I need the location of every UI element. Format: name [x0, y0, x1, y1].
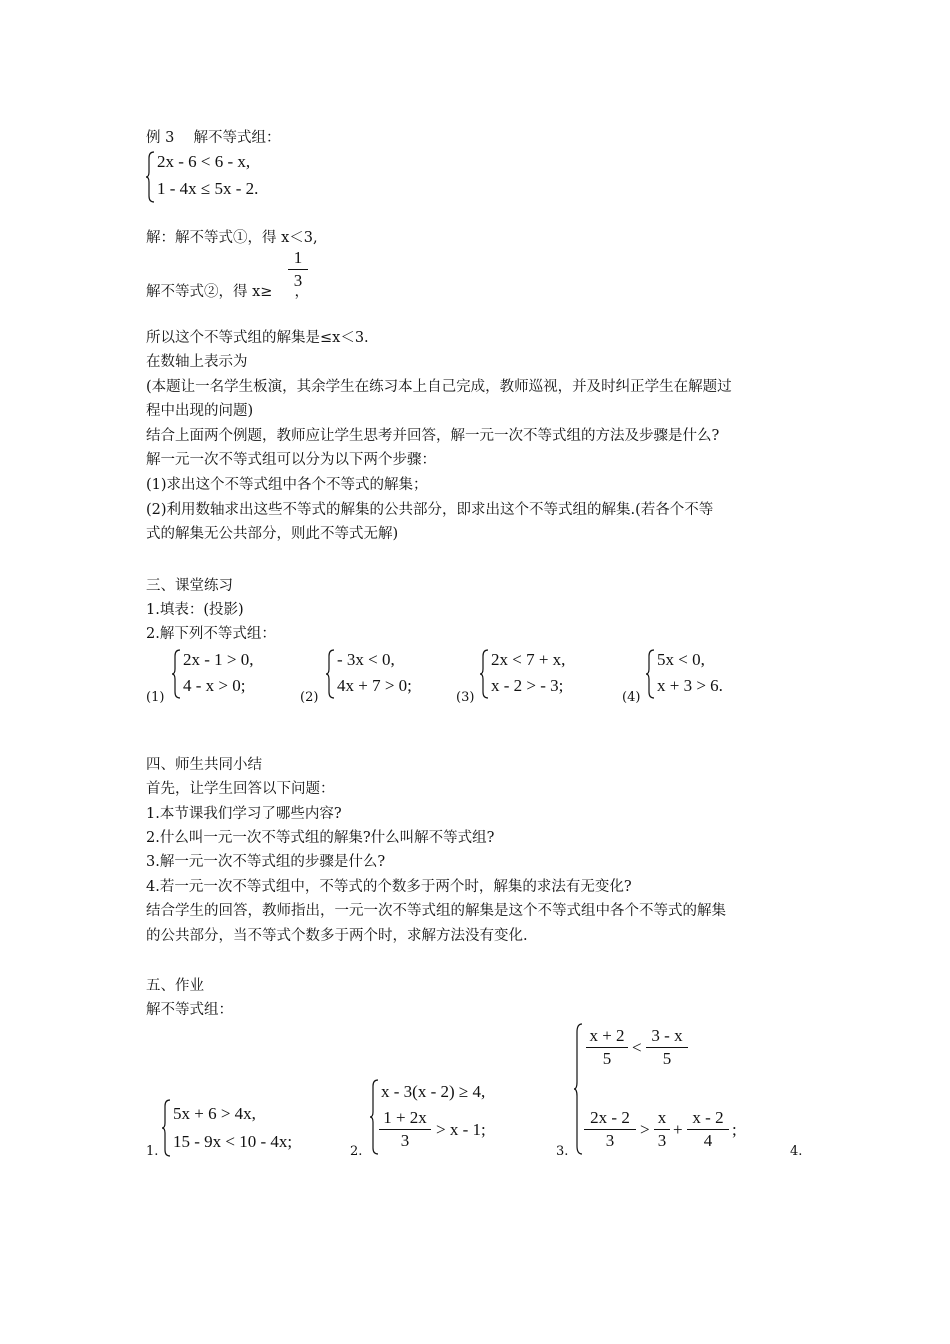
frac-numerator: x + 2: [589, 1026, 625, 1045]
p3-a-op: <: [632, 1038, 642, 1057]
problem-label: 2.: [350, 1144, 363, 1159]
example3-ineq1: 2x - 6 < 6 - x,: [157, 152, 251, 171]
problem-label: 1.: [146, 1144, 159, 1159]
frac-numerator: 2x - 2: [590, 1108, 630, 1127]
system-label: (1): [146, 690, 165, 705]
practice-heading: 三、课堂练习: [146, 578, 233, 594]
p3-b-frac3: [687, 1108, 729, 1151]
solution-line10: (2)利用数轴求出这些不等式的解集的公共部分，即求出这个不等式组的解集.(若各个不等: [146, 502, 714, 518]
problem-ineq-a: 5x + 6 > 4x,: [173, 1104, 256, 1123]
system-ineq-a: 2x - 1 > 0,: [183, 650, 254, 669]
system-label: (4): [622, 690, 641, 705]
homework-problem-1: [146, 1098, 326, 1162]
problem-label: 3.: [556, 1144, 569, 1159]
homework-problem-2: [350, 1078, 520, 1162]
system-label: (2): [300, 690, 319, 705]
solution-line2: [146, 282, 309, 302]
p3-b-end: ;: [732, 1120, 737, 1139]
one-third-fraction: [288, 248, 308, 291]
frac-denominator: 3: [400, 1131, 410, 1150]
frac-denominator: 3: [657, 1131, 667, 1150]
p3-b-plus: +: [673, 1120, 683, 1139]
p2-fraction: [379, 1108, 431, 1151]
frac-numerator: 1 + 2x: [383, 1108, 427, 1127]
homework-problem-4-label: 4.: [790, 1144, 803, 1159]
system-ineq-b: x - 2 > - 3;: [491, 676, 564, 695]
summary-q2: 2.什么叫一元一次不等式组的解集?什么叫解不等式组?: [146, 830, 495, 846]
p3-a-frac1: [586, 1026, 628, 1069]
system-ineq-a: - 3x < 0,: [337, 650, 395, 669]
p3-b-op: >: [640, 1120, 650, 1139]
problem-ineq-b: 15 - 9x < 10 - 4x;: [173, 1132, 293, 1151]
solution-line9: (1)求出这个不等式组中各个不等式的解集；: [146, 477, 428, 493]
brace-icon: [574, 1022, 584, 1156]
frac-numerator: x: [657, 1108, 667, 1127]
solution-line5: (本题让一名学生板演，其余学生在练习本上自己完成，教师巡视，并及时纠正学生在解题过: [146, 379, 732, 395]
practice-system-3: [456, 648, 606, 710]
example3-system: [146, 150, 286, 204]
brace-icon: [146, 150, 156, 204]
solution-line8: 解一元一次不等式组可以分为以下两个步骤：: [146, 452, 436, 468]
brace-icon: [162, 1098, 172, 1158]
summary-heading: 四、师生共同小结: [146, 757, 262, 773]
frac-denominator: 3: [605, 1131, 615, 1150]
summary-q1: 1.本节课我们学习了哪些内容?: [146, 806, 342, 822]
frac-denominator: 5: [662, 1049, 672, 1068]
solution-line4: 在数轴上表示为: [146, 354, 248, 370]
solution-line11: 式的解集无公共部分，则此不等式无解): [146, 526, 399, 542]
summary-intro: 首先，让学生回答以下问题：: [146, 781, 335, 797]
system-ineq-b: 4 - x > 0;: [183, 676, 246, 695]
example3-ineq2: 1 - 4x ≤ 5x - 2.: [157, 179, 259, 198]
solution-line6: 程中出现的问题): [146, 403, 254, 419]
solution-line1: 解：解不等式①，得 x＜3,: [146, 230, 318, 246]
homework-heading: 五、作业: [146, 978, 204, 994]
practice-item1: 1.填表：(投影): [146, 602, 244, 618]
summary-q4: 4.若一元一次不等式组中，不等式的个数多于两个时，解集的求法有无变化?: [146, 879, 632, 895]
brace-icon: [172, 648, 182, 700]
example3-heading: 例 3 解不等式组：: [146, 130, 281, 146]
p3-a-frac2: [646, 1026, 688, 1069]
summary-conclusion2: 的公共部分，当不等式个数多于两个时，求解方法没有变化.: [146, 928, 528, 944]
solution-line7: 结合上面两个例题，教师应让学生思考并回答，解一元一次不等式组的方法及步骤是什么?: [146, 428, 720, 444]
brace-icon: [326, 648, 336, 700]
practice-item2: 2.解下列不等式组：: [146, 626, 276, 642]
brace-icon: [646, 648, 656, 700]
p3-b-frac2: [654, 1108, 670, 1151]
system-ineq-b: 4x + 7 > 0;: [337, 676, 412, 695]
practice-system-2: [300, 648, 440, 710]
system-label: (3): [456, 690, 475, 705]
p2-rest: > x - 1;: [436, 1120, 486, 1139]
system-ineq-b: x + 3 > 6.: [657, 676, 723, 695]
frac-numerator: 3 - x: [651, 1026, 683, 1045]
system-ineq-a: 5x < 0,: [657, 650, 705, 669]
frac-denominator: 4: [703, 1131, 713, 1150]
solution-line3: 所以这个不等式组的解集是≤x＜3.: [146, 330, 369, 346]
solution-line2-suffix: ，: [294, 284, 309, 300]
p3-b-frac1: [584, 1108, 636, 1151]
summary-q3: 3.解一元一次不等式组的步骤是什么?: [146, 854, 386, 870]
frac-numerator: x - 2: [692, 1108, 724, 1127]
system-ineq-a: 2x < 7 + x,: [491, 650, 566, 669]
frac-denominator: 3: [293, 271, 303, 290]
brace-icon: [480, 648, 490, 700]
summary-conclusion1: 结合学生的回答，教师指出，一元一次不等式组的解集是这个不等式组中各个不等式的解集: [146, 903, 726, 919]
homework-intro: 解不等式组：: [146, 1002, 233, 1018]
homework-problem-3: [556, 1022, 756, 1162]
practice-system-1: [146, 648, 286, 710]
problem-ineq-a: x - 3(x - 2) ≥ 4,: [381, 1082, 486, 1101]
frac-numerator: 1: [293, 248, 303, 267]
practice-system-4: [622, 648, 762, 710]
solution-line2-prefix: 解不等式②，得 x≥: [146, 284, 273, 300]
frac-denominator: 5: [602, 1049, 612, 1068]
